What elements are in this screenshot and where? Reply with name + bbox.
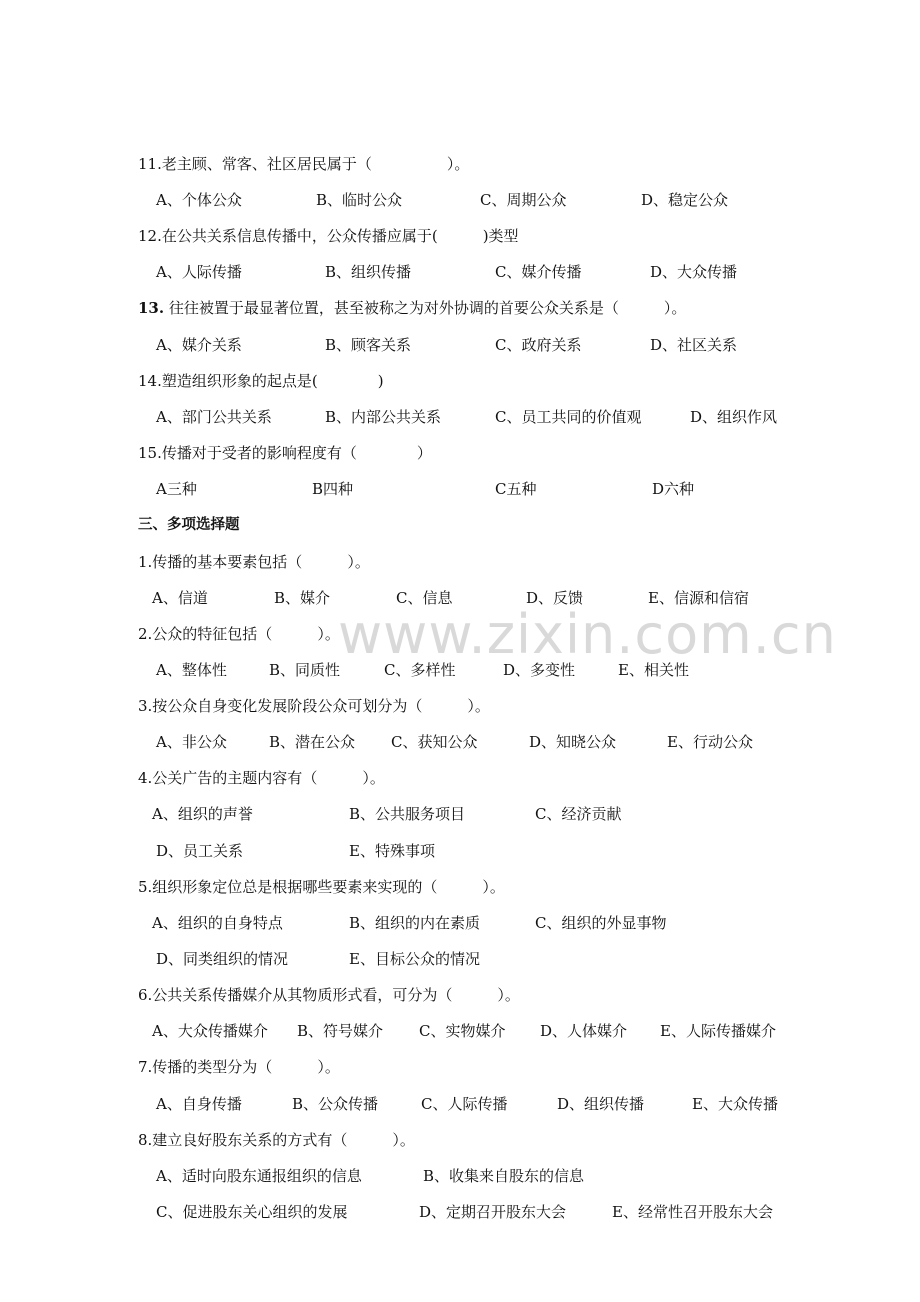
option: D、稳定公众 bbox=[641, 191, 729, 209]
option: A、组织的声誉 bbox=[152, 805, 253, 823]
option: B、临时公众 bbox=[316, 191, 403, 209]
option: C、实物媒介 bbox=[419, 1022, 506, 1040]
option: B、内部公共关系 bbox=[325, 408, 442, 426]
option: A、适时向股东通报组织的信息 bbox=[156, 1167, 362, 1185]
option: A、个体公众 bbox=[156, 191, 242, 209]
option: E、经常性召开股东大会 bbox=[612, 1203, 773, 1221]
option: E、行动公众 bbox=[667, 733, 753, 751]
option: B、公众传播 bbox=[292, 1095, 379, 1113]
option: D、同类组织的情况 bbox=[156, 950, 289, 968]
question-stem: 6.公共关系传播媒介从其物质形式看，可分为（ ）。 bbox=[138, 986, 520, 1004]
option: B、潜在公众 bbox=[269, 733, 356, 751]
option: A、部门公共关系 bbox=[156, 408, 272, 426]
question-stem: 4.公关广告的主题内容有（ ）。 bbox=[138, 769, 385, 787]
option: E、人际传播媒介 bbox=[660, 1022, 776, 1040]
option: D、定期召开股东大会 bbox=[419, 1203, 567, 1221]
option: A、媒介关系 bbox=[156, 336, 242, 354]
option: C、员工共同的价值观 bbox=[495, 408, 642, 426]
option: D、组织传播 bbox=[557, 1095, 645, 1113]
question-stem: 15.传播对于受者的影响程度有（ ） bbox=[138, 444, 432, 462]
option: E、目标公众的情况 bbox=[349, 950, 480, 968]
option: B、顾客关系 bbox=[325, 336, 412, 354]
option: E、相关性 bbox=[618, 661, 689, 679]
option: E、大众传播 bbox=[692, 1095, 778, 1113]
option: B、符号媒介 bbox=[297, 1022, 384, 1040]
question-text: 往往被置于最显著位置，甚至被称之为对外协调的首要公众关系是（ ）。 bbox=[168, 299, 687, 317]
question-stem: 3.按公众自身变化发展阶段公众可划分为（ ）。 bbox=[138, 697, 490, 715]
option: D、大众传播 bbox=[650, 263, 738, 281]
option: B、媒介 bbox=[274, 589, 331, 607]
section-title: 三、多项选择题 bbox=[138, 517, 240, 533]
option: C、媒介传播 bbox=[495, 263, 582, 281]
option: D、社区关系 bbox=[650, 336, 738, 354]
option: A、组织的自身特点 bbox=[152, 914, 283, 932]
option: B、同质性 bbox=[269, 661, 341, 679]
option: C、多样性 bbox=[384, 661, 456, 679]
option: E、特殊事项 bbox=[349, 842, 435, 860]
question-stem: 7.传播的类型分为（ ）。 bbox=[138, 1058, 340, 1076]
question-stem: 1.传播的基本要素包括（ ）。 bbox=[138, 553, 370, 571]
option: C五种 bbox=[495, 480, 537, 498]
question-stem: 12.在公共关系信息传播中，公众传播应属于( )类型 bbox=[138, 227, 519, 245]
option: A、信道 bbox=[152, 589, 208, 607]
option: A、非公众 bbox=[156, 733, 227, 751]
option: A、整体性 bbox=[156, 661, 227, 679]
option: A、大众传播媒介 bbox=[152, 1022, 268, 1040]
option: D、反馈 bbox=[526, 589, 584, 607]
watermark: www.zixin.com.cn bbox=[338, 603, 837, 666]
question-stem: 2.公众的特征包括（ ）。 bbox=[138, 625, 340, 643]
question-stem: 11.老主顾、常客、社区居民属于（ ）。 bbox=[138, 155, 470, 173]
question-stem: 5.组织形象定位总是根据哪些要素来实现的（ ）。 bbox=[138, 878, 505, 896]
option: D、人体媒介 bbox=[540, 1022, 628, 1040]
option: D、员工关系 bbox=[156, 842, 244, 860]
option: D、知晓公众 bbox=[529, 733, 617, 751]
option: A、自身传播 bbox=[156, 1095, 242, 1113]
option: C、周期公众 bbox=[480, 191, 567, 209]
option: C、政府关系 bbox=[495, 336, 582, 354]
option: A、人际传播 bbox=[156, 263, 242, 281]
question-stem: 14.塑造组织形象的起点是( ) bbox=[138, 372, 384, 390]
option: E、信源和信宿 bbox=[648, 589, 749, 607]
option: B、公共服务项目 bbox=[349, 805, 466, 823]
option: D、多变性 bbox=[503, 661, 576, 679]
option: C、组织的外显事物 bbox=[535, 914, 667, 932]
option: B、组织传播 bbox=[325, 263, 412, 281]
question-number: 13. bbox=[138, 299, 165, 317]
option: C、促进股东关心组织的发展 bbox=[156, 1203, 348, 1221]
option: A三种 bbox=[156, 480, 197, 498]
option: B四种 bbox=[312, 480, 354, 498]
option: C、获知公众 bbox=[391, 733, 478, 751]
option: C、人际传播 bbox=[421, 1095, 508, 1113]
option: C、经济贡献 bbox=[535, 805, 622, 823]
option: D、组织作风 bbox=[690, 408, 778, 426]
option: C、信息 bbox=[396, 589, 453, 607]
option: D六种 bbox=[652, 480, 695, 498]
option: B、组织的内在素质 bbox=[349, 914, 481, 932]
question-stem: 8.建立良好股东关系的方式有（ ）。 bbox=[138, 1131, 415, 1149]
option: B、收集来自股东的信息 bbox=[423, 1167, 585, 1185]
question-stem bbox=[138, 298, 686, 318]
